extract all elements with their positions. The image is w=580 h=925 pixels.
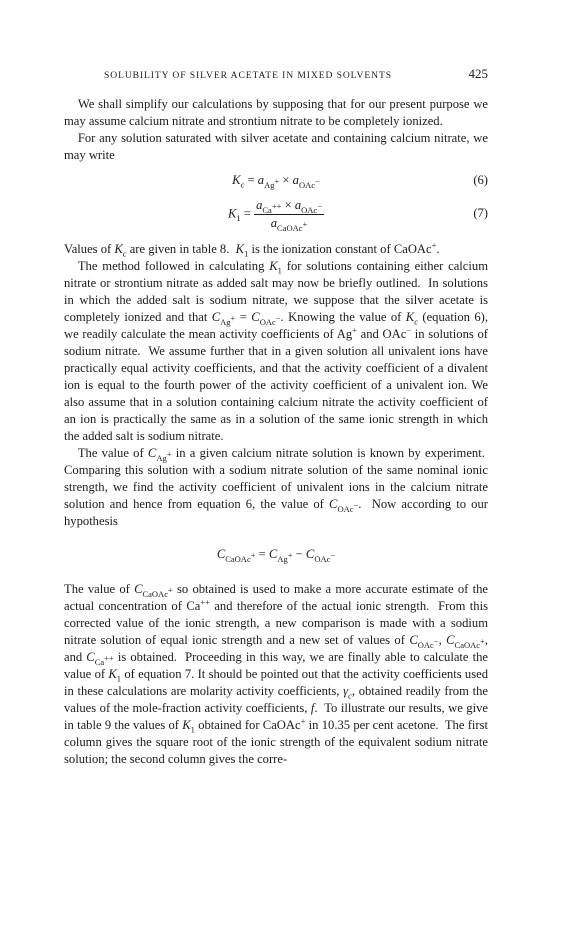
paragraph-6: The value of $C_{CaOAc^+}$ so obtained is used to make a more accurate estimate of the actual concentration of Ca++ and therefore of the actual ionic strength. From this corrected value of the ionic strength, a new comparison is made with a sodium nitrate solution of equal ionic strength and a new set of values of $C_{OAc^-}$, $C_{CaOAc^+}$, and $C_{Ca^{++}}$ is obtained. Proceeding in this way, we are finally able to calculate the value of $K_1$ of equation 7. It should be pointed out that the activity coefficients used in these calculations are molarity activity coefficients, $\gamma_c$, obtained readily from the values of the mole-fraction activity coefficients, f. To illustrate our results, we give in table 9 the values of $K_1$ obtained for CaOAc+ in 10.35 per cent acetone. The first column gives the square root of the ionic strength of the equivalent sodium nitrate solution; the second column gives the corre-	[64, 582, 489, 766]
page-number: 425	[468, 66, 488, 81]
page-header	[104, 66, 488, 82]
paragraph-5: The value of $C_{Ag^+}$ in a given calcium nitrate solution is known by experiment. Comparing this solution with a sodium nitrate solution of the same nominal ionic strength, we find the activity coefficient of univalent ions in the calcium nitrate solution and hence from equation 6, the value of $C_{OAc^-}$. Now according to our hypothesis	[64, 446, 488, 528]
equation-7-numerator: $a_{Ca^{++}} \times a_{OAc^-}$	[256, 198, 322, 215]
paragraph-2: For any solution saturated with silver acetate and containing calcium nitrate, we may write	[64, 131, 488, 162]
equation-7-body: $K_1$ = $\frac{a_{Ca^{++}} \times a_{OAc^-}}{a_{CaOAc^+}}$	[228, 198, 322, 233]
equation-7-fraction	[254, 197, 324, 232]
equation-7	[64, 197, 488, 231]
equation-7-number: (7)	[473, 206, 488, 220]
running-title: SOLUBILITY OF SILVER ACETATE IN MIXED SOLVENTS	[104, 70, 392, 81]
paragraph-1: We shall simplify our calculations by supposing that for our present purpose we may assume calcium nitrate and strontium nitrate to be completely ionized.	[64, 97, 488, 128]
paragraph-3: Values of $K_c$ are given in table 8. $K_1$ is the ionization constant of CaOAc+.	[64, 239, 440, 259]
equation-6	[64, 172, 488, 189]
equation-6-number: (6)	[473, 173, 488, 187]
equation-7-denominator: $a_{CaOAc^+}$	[270, 216, 308, 233]
body-text	[64, 96, 488, 768]
paragraph-4: The method followed in calculating $K_1$ for solutions containing either calcium nitrate or strontium nitrate as added salt may now be briefly outlined. In solutions in which the added salt is sodium nitrate, we suppose that the silver acetate is completely ionized and that $C_{Ag^+} = C_{OAc^-}$. Knowing the value of $K_c$ (equation 6), we readily calculate the mean activity coefficients of Ag+ and OAc− in solutions of sodium nitrate. We assume further that in a given solution all univalent ions have practically equal activity coefficients, and that the activity coefficient of a divalent ion is equal to the fourth power of the activity coefficient of a univalent ion. We also assume that in a solution containing calcium nitrate the activity coefficient of an ion is practically the same as in a solution of the same ionic strength in which the added salt is sodium nitrate.	[64, 259, 489, 443]
equation-cacoac	[64, 546, 488, 563]
equation-6-body: $K_c = a_{Ag^+} \times a_{OAc^-}$	[232, 173, 320, 190]
equation-cacoac-body: $C_{CaOAc^+} = C_{Ag^+} - C_{OAc^-}$	[216, 547, 336, 564]
